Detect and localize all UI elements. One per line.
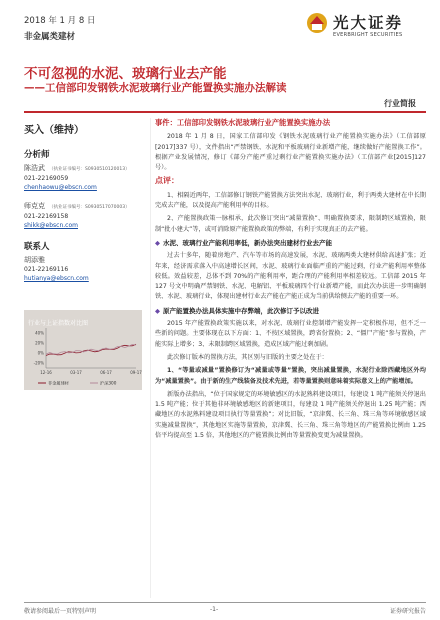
- contact-phone: 021-22169116: [24, 266, 69, 273]
- analyst-heading: 分析师: [24, 150, 50, 160]
- analyst-card: [24, 202, 142, 230]
- section-heading: ◆ 水泥、玻璃行业产能利用率低，新办法突出建材行业去产能: [155, 238, 426, 248]
- body-paragraph: 过去十多年，随着房地产、汽车等市场的高速发展，水泥、玻璃两类大建材供给高速扩张；近年来，经济需求落入中高速增长区间，水泥、玻璃行业面临严重的产能过剩，行业产能利用率整体较低。效益较差，总体不到 70%的产能利用率，距合理的产能利用率相差较远。工信部 2015 年 127 号文中明确严禁钢铁、水泥、电解铝、平板玻璃四个行业新增产能，而此次办法进一步明确钢铁、水泥、玻璃行业，体现出建材行业去产能在产能正成为当前供给侧去产能的重要一环。: [155, 252, 426, 301]
- chart-y-tick-label: 20%: [35, 340, 44, 346]
- chart-y-tick-label: 0%: [37, 350, 44, 356]
- footer-divider: [24, 602, 426, 603]
- commentary-heading: 点评：: [155, 176, 179, 186]
- event-heading: 事件：工信部印发钢铁水泥玻璃行业产能置换实施办法: [155, 118, 331, 127]
- report-date: 2018 年 1 月 8 日: [24, 16, 96, 26]
- contact-heading: 联系人: [24, 242, 50, 252]
- brand-logo: [306, 10, 428, 44]
- header-divider: [24, 111, 426, 113]
- analyst-phone: 021-22169059: [24, 175, 69, 182]
- footer-report-label: 证券研究报告: [389, 608, 426, 615]
- contact-name: 胡添雅: [24, 256, 45, 264]
- chart-x-tick-label: 12-16: [40, 370, 52, 375]
- contact-card: [24, 256, 142, 283]
- main-content: [155, 118, 426, 444]
- analyst-name: 师克克: [24, 202, 45, 210]
- analyst-name: 陈浩武: [24, 164, 45, 172]
- chart-x-tick-label: 06-17: [100, 370, 112, 375]
- chart-legend-label: 沪深300: [100, 380, 117, 386]
- chart-x-tick-label: 03-17: [70, 370, 82, 375]
- page-number: -1-: [210, 606, 219, 613]
- body-paragraph: 此次修订版本的置换方法，其区别与旧版的主要之处在于：: [167, 353, 328, 361]
- body-paragraph: 2015 年产能置换政策实施以来，对水泥、玻璃行业控制增产能发挥一定积极作用，但不乏一些新的问题。主要体现在以下方面：1、不按区域置换，跨省份置换；2、“僵尸产能”参与置换，产能实际上增多；3、未限制跨区域置换，造成区域产能过剩加剧。: [155, 320, 426, 348]
- analyst-cert: （执业证书编号：S0930510120013）: [49, 167, 130, 172]
- body-paragraph-bold: 1、“等量或减量”置换修订为“减量或等量”置换，突出减量置换，水泥行业除西藏地区外均为“减量置换”。由于新的生产线装备及技术先进，若等量置换则意味着实际意义上的产能增加。: [155, 367, 426, 385]
- chart-series-line: [46, 344, 136, 355]
- body-paragraph: 新版办法指出，“位于国家规定的环境敏感区的水泥熟料建设项目，每建设 1 吨产能须关停退出 1.5 吨产能；位于其他非环境敏感地区的新建项目，每建设 1 吨产能须关停退出 1.25 吨产能；西藏地区的水泥熟料建设项目执行等量置换”；对比旧版，“京津冀、长三角、珠三角等环境敏感区域实施减量置换”，其他地区实施等量置换，京津冀、长三角、珠三角等地区的产能置换比例由 1.25 倍平均提高至 1.5 倍，其他地区的产能置换比例由等量置换变更为减量置换。: [155, 390, 426, 440]
- left-sidebar: [24, 118, 142, 283]
- analyst-card: [24, 164, 142, 192]
- commentary-paragraph: 2、产能置换政策一脉相承，此次修订突出“减量置换”、明确置换要求，限制跨区域置换，限制“批小建大”等，或可消除原产能置换政策的弊端，有利于实现真正的去产能。: [155, 215, 426, 233]
- logo-chinese-name: 光大证券: [333, 14, 404, 32]
- everbright-logo-icon: [306, 12, 328, 34]
- chart-x-tick-label: 09-17: [130, 370, 142, 375]
- chart-y-tick-label: -20%: [33, 360, 44, 366]
- chart-title: 行业与上证指数对比图: [28, 320, 89, 327]
- rating: 买入（维持）: [24, 125, 84, 136]
- contact-email-link[interactable]: hutianya@ebscn.com: [24, 275, 89, 282]
- report-subtitle: ——工信部印发钢铁水泥玻璃行业产能置换实施办法解读: [24, 82, 287, 94]
- chart-legend-label: 非金属建材: [48, 380, 69, 386]
- analyst-email-link[interactable]: chenhaowu@ebscn.com: [24, 184, 97, 191]
- column-divider: [150, 118, 151, 598]
- footer-disclaimer: 敬请参阅最后一页特别声明: [24, 608, 97, 615]
- analyst-cert: （执业证书编号：S0930517070003）: [49, 205, 130, 210]
- commentary-paragraph: 1、相隔近两年，工信部修订钢铁产能置换方法突出水泥、玻璃行业，利于两类大建材在中长期完成去产能，以及提高产能利用率的目标。: [155, 191, 426, 210]
- analyst-email-link[interactable]: shikk@ebscn.com: [24, 222, 78, 229]
- report-title: 不可忽视的水泥、玻璃行业去产能: [24, 66, 227, 82]
- industry-label: 非金属类建材: [24, 32, 76, 42]
- chart-y-tick-label: 40%: [35, 330, 44, 336]
- report-type-label: 行业简报: [384, 99, 416, 108]
- analyst-phone: 021-22169158: [24, 213, 69, 220]
- section-heading: ◆ 原产能置换办法具体实施中存弊端，此次修订予以改进: [155, 306, 426, 316]
- event-paragraph: 2018 年 1 月 8 日，国家工信部印发《钢铁水泥玻璃行业产能置换实施办法》（工信部原[2017]337 号），文件指出“严禁钢铁、水泥和平板玻璃行业新增产能，继续做好产能置换工作”。根据产业发展情况，修订《部分产能严重过剩行业产能置换实施办法》（工信部产业[2015]127 号）。: [155, 133, 426, 172]
- logo-english-name: EVERBRIGHT SECURITIES: [333, 32, 403, 38]
